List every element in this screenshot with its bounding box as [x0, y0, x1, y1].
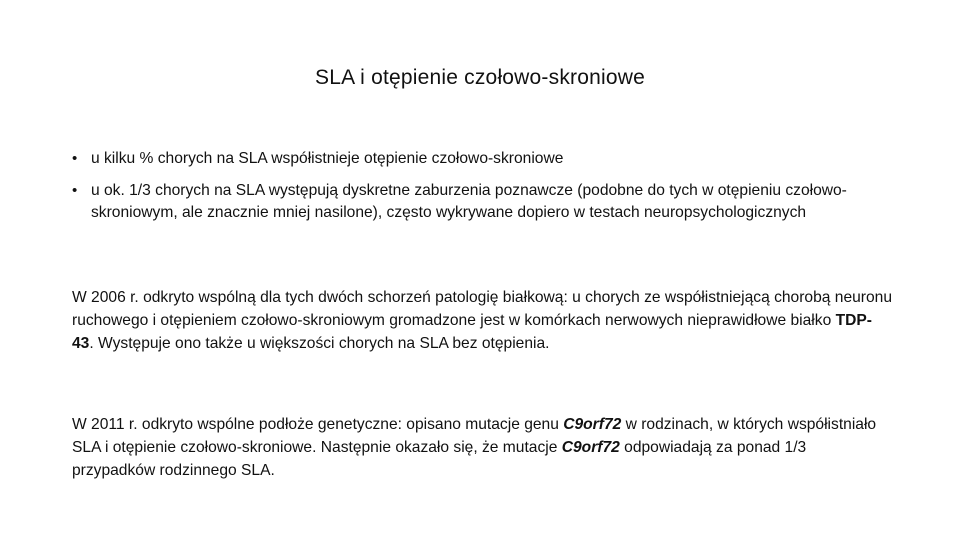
bullet-text: u kilku % chorych na SLA współistnieje otępienie czołowo-skroniowe: [91, 150, 564, 167]
bullet-item: [72, 148, 902, 170]
paragraph-text: . Występuje ono także u większości chorych na SLA bez otępienia.: [89, 335, 550, 352]
slide-title: SLA i otępienie czołowo-skroniowe: [315, 66, 645, 89]
bullet-item: [72, 180, 902, 224]
gene-term: C9orf72: [561, 439, 620, 456]
bullet-icon: •: [72, 182, 78, 199]
bullet-list: [72, 148, 902, 234]
paragraph-text: odpowiadają za ponad 1/3 przypadków rodzinnego SLA.: [72, 439, 807, 479]
bullet-icon: •: [72, 150, 78, 167]
bullet-text: u ok. 1/3 chorych na SLA występują dyskretne zaburzenia poznawcze (podobne do tych w otępieniu czołowo-skroniowym, ale znacznie mniej nasilone), często wykrywane dopiero w testach neuropsychologicznych: [91, 182, 847, 221]
paragraph-text: W 2011 r. odkryto wspólne podłoże genetyczne: opisano mutacje genu: [72, 416, 564, 433]
paragraph-tdp43: [72, 286, 892, 355]
protein-term: TDP-43: [72, 312, 872, 352]
paragraph-text: w rodzinach, w których współistniało SLA i otępienie czołowo-skroniowe. Następnie okazało się, że mutacje: [72, 416, 877, 456]
paragraph-text: W 2006 r. odkryto wspólną dla tych dwóch schorzeń patologię białkową: u chorych ze współistniejącą chorobą neuronu ruchowego i otępieniem czołowo-skroniowym gromadzone jest w komórkach nerwowych nieprawidłowe białko: [72, 289, 893, 329]
paragraph-c9orf72: [72, 413, 892, 482]
gene-term: C9orf72: [563, 416, 622, 433]
